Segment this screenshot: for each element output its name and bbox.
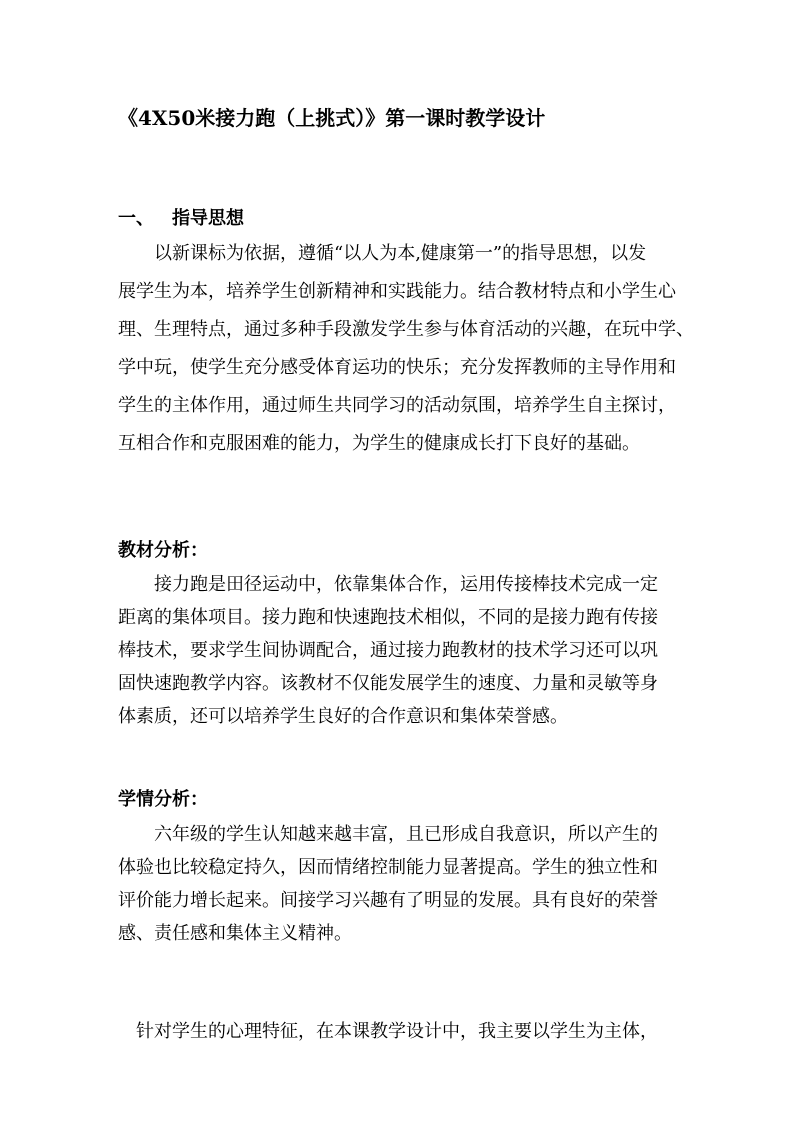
section-heading-guiding-ideology: [118, 205, 244, 233]
paragraph-line: 以新课标为依据，遵循“以人为本,健康第一”的指导思想，以发: [118, 243, 647, 264]
paragraph-closing: [118, 1015, 688, 1048]
paragraph-student-analysis: [118, 818, 688, 950]
paragraph-line: 体验也比较稳定持久，因而情绪控制能力显著提高。学生的独立性和: [118, 857, 658, 878]
paragraph-line: 感、责任感和集体主义精神。: [118, 923, 352, 944]
paragraph-line: 针对学生的心理特征，在本课教学设计中，我主要以学生为主体，: [118, 1021, 658, 1042]
document-title: 《4X50米接力跑（上挑式）》第一课时教学设计: [118, 106, 546, 130]
paragraph-material-analysis: [118, 568, 688, 733]
paragraph-line: 距离的集体项目。接力跑和快速跑技术相似，不同的是接力跑有传接: [118, 607, 658, 628]
paragraph-line: 接力跑是田径运动中，依靠集体合作，运用传接棒技术完成一定: [118, 574, 658, 595]
section-heading-student-analysis: 学情分析：: [118, 789, 208, 810]
paragraph-line: 体素质，还可以培养学生良好的合作意识和集体荣誉感。: [118, 706, 568, 727]
paragraph-line: 棒技术，要求学生间协调配合，通过接力跑教材的技术学习还可以巩: [118, 640, 658, 661]
paragraph-line: 互相合作和克服困难的能力，为学生的健康成长打下良好的基础。: [118, 433, 640, 454]
section-heading-text: 指导思想: [172, 208, 244, 229]
paragraph-line: 六年级的学生认知越来越丰富，且已形成自我意识，所以产生的: [118, 824, 658, 845]
paragraph-line: 固快速跑教学内容。该教材不仅能发展学生的速度、力量和灵敏等身: [118, 673, 658, 694]
section-number: 一、: [118, 208, 154, 229]
paragraph-line: 学中玩，使学生充分感受体育运功的快乐；充分发挥教师的主导作用和: [118, 357, 676, 378]
paragraph-guiding-ideology: [118, 235, 694, 463]
paragraph-line: 学生的主体作用，通过师生共同学习的活动氛围，培养学生自主探讨，: [118, 395, 676, 416]
paragraph-line: 评价能力增长起来。间接学习兴趣有了明显的发展。具有良好的荣誉: [118, 890, 658, 911]
section-heading-material-analysis: 教材分析：: [118, 540, 208, 561]
paragraph-line: 理、生理特点，通过多种手段激发学生参与体育活动的兴趣，在玩中学、: [118, 319, 694, 340]
paragraph-line: 展学生为本，培养学生创新精神和实践能力。结合教材特点和小学生心: [118, 281, 676, 302]
